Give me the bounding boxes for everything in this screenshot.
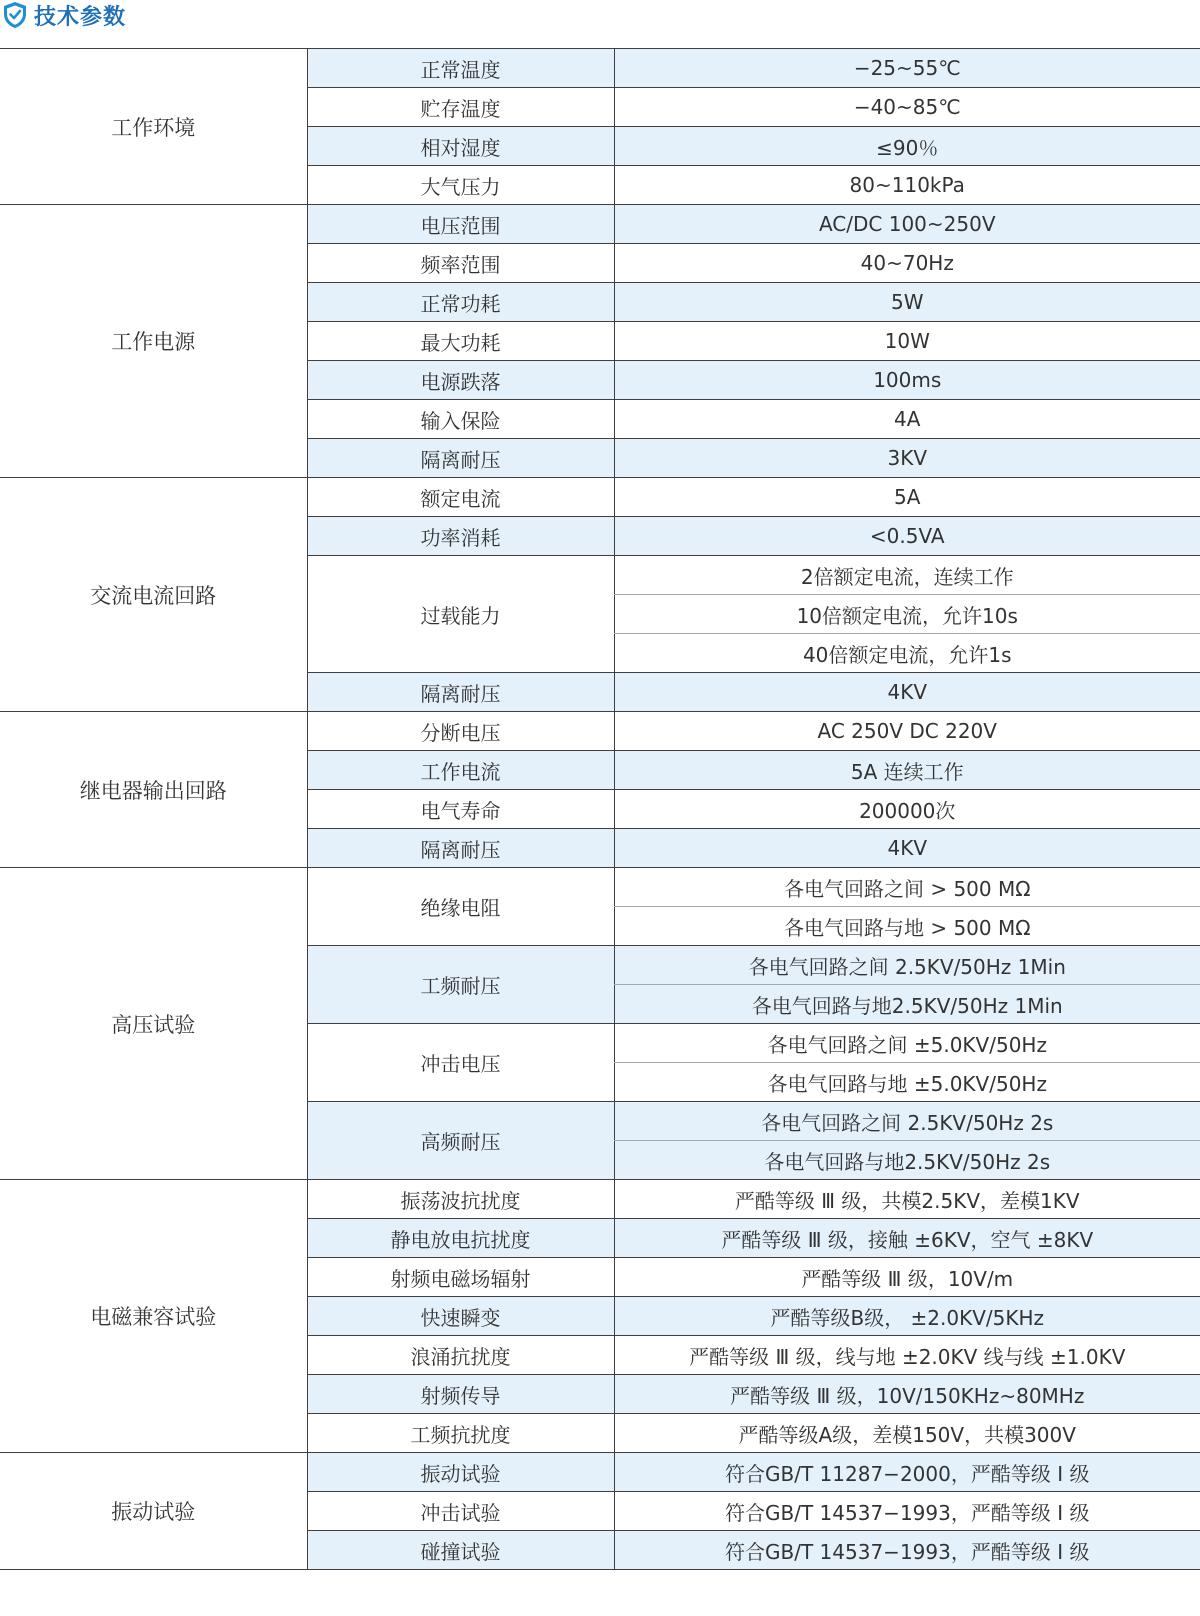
param-value: 4A	[614, 400, 1200, 439]
param-name: 工频耐压	[307, 946, 614, 1024]
param-value: 各电气回路与地 > 500 MΩ	[614, 907, 1200, 946]
param-value: 符合GB/T 11287−2000，严酷等级 Ⅰ 级	[614, 1453, 1200, 1492]
param-value: 各电气回路与地 ±5.0KV/50Hz	[614, 1063, 1200, 1102]
group-label: 高压试验	[0, 868, 307, 1180]
param-name: 射频传导	[307, 1375, 614, 1414]
param-value: 严酷等级A级，差模150V，共模300V	[614, 1414, 1200, 1453]
param-value: 100ms	[614, 361, 1200, 400]
param-value: 各电气回路之间 ±5.0KV/50Hz	[614, 1024, 1200, 1063]
spec-table-body	[0, 49, 1200, 1570]
param-value: 各电气回路与地2.5KV/50Hz 2s	[614, 1141, 1200, 1180]
param-name: 分断电压	[307, 712, 614, 751]
param-value: 4KV	[614, 829, 1200, 868]
param-name: 工作电流	[307, 751, 614, 790]
param-name: 大气压力	[307, 166, 614, 205]
page-title: 技术参数	[34, 4, 127, 30]
param-value: 各电气回路之间 > 500 MΩ	[614, 868, 1200, 907]
param-value: 符合GB/T 14537−1993，严酷等级 Ⅰ 级	[614, 1531, 1200, 1570]
group-label: 电磁兼容试验	[0, 1180, 307, 1453]
param-value: 严酷等级 Ⅲ 级，10V/150KHz~80MHz	[614, 1375, 1200, 1414]
param-name: 浪涌抗扰度	[307, 1336, 614, 1375]
param-name: 工频抗扰度	[307, 1414, 614, 1453]
table-row	[0, 205, 1200, 244]
param-name: 过载能力	[307, 556, 614, 673]
param-name: 快速瞬变	[307, 1297, 614, 1336]
param-name: 频率范围	[307, 244, 614, 283]
param-value: 40倍额定电流，允许1s	[614, 634, 1200, 673]
param-name: 冲击电压	[307, 1024, 614, 1102]
param-name: 正常温度	[307, 49, 614, 88]
param-name: 射频电磁场辐射	[307, 1258, 614, 1297]
param-name: 功率消耗	[307, 517, 614, 556]
table-row	[0, 1453, 1200, 1492]
param-value: 40~70Hz	[614, 244, 1200, 283]
param-value: 严酷等级 Ⅲ 级，共模2.5KV，差模1KV	[614, 1180, 1200, 1219]
param-name: 贮存温度	[307, 88, 614, 127]
param-name: 冲击试验	[307, 1492, 614, 1531]
param-name: 隔离耐压	[307, 439, 614, 478]
section-header	[0, 0, 126, 30]
param-value: 各电气回路与地2.5KV/50Hz 1Min	[614, 985, 1200, 1024]
param-name: 电气寿命	[307, 790, 614, 829]
param-name: 高频耐压	[307, 1102, 614, 1180]
param-value: <0.5VA	[614, 517, 1200, 556]
param-name: 正常功耗	[307, 283, 614, 322]
param-value: −40~85℃	[614, 88, 1200, 127]
param-value: −25~55℃	[614, 49, 1200, 88]
group-label: 工作电源	[0, 205, 307, 478]
param-name: 电源跌落	[307, 361, 614, 400]
shield-check-icon	[2, 1, 28, 29]
table-row	[0, 49, 1200, 88]
param-value: 严酷等级 Ⅲ 级，10V/m	[614, 1258, 1200, 1297]
param-name: 额定电流	[307, 478, 614, 517]
param-value: 10W	[614, 322, 1200, 361]
param-value: 各电气回路之间 2.5KV/50Hz 1Min	[614, 946, 1200, 985]
group-label: 振动试验	[0, 1453, 307, 1570]
param-name: 最大功耗	[307, 322, 614, 361]
param-name: 输入保险	[307, 400, 614, 439]
group-label: 继电器输出回路	[0, 712, 307, 868]
param-value: 10倍额定电流，允许10s	[614, 595, 1200, 634]
param-value: 各电气回路之间 2.5KV/50Hz 2s	[614, 1102, 1200, 1141]
param-value: 5A 连续工作	[614, 751, 1200, 790]
param-name: 隔离耐压	[307, 829, 614, 868]
param-value: 严酷等级 Ⅲ 级，接触 ±6KV，空气 ±8KV	[614, 1219, 1200, 1258]
param-value: 符合GB/T 14537−1993，严酷等级 Ⅰ 级	[614, 1492, 1200, 1531]
param-value: 200000次	[614, 790, 1200, 829]
param-value: 5W	[614, 283, 1200, 322]
param-name: 绝缘电阻	[307, 868, 614, 946]
spec-table	[0, 48, 1200, 1570]
table-row	[0, 1180, 1200, 1219]
param-value: 80~110kPa	[614, 166, 1200, 205]
param-name: 隔离耐压	[307, 673, 614, 712]
group-label: 交流电流回路	[0, 478, 307, 712]
param-value: AC/DC 100~250V	[614, 205, 1200, 244]
param-name: 振荡波抗扰度	[307, 1180, 614, 1219]
param-value: ≤90％	[614, 127, 1200, 166]
param-value: 3KV	[614, 439, 1200, 478]
param-value: 4KV	[614, 673, 1200, 712]
table-row	[0, 712, 1200, 751]
table-row	[0, 478, 1200, 517]
param-name: 振动试验	[307, 1453, 614, 1492]
param-value: 严酷等级B级， ±2.0KV/5KHz	[614, 1297, 1200, 1336]
param-name: 相对湿度	[307, 127, 614, 166]
group-label: 工作环境	[0, 49, 307, 205]
param-value: 2倍额定电流，连续工作	[614, 556, 1200, 595]
param-value: 5A	[614, 478, 1200, 517]
param-value: AC 250V DC 220V	[614, 712, 1200, 751]
param-value: 严酷等级 Ⅲ 级，线与地 ±2.0KV 线与线 ±1.0KV	[614, 1336, 1200, 1375]
param-name: 电压范围	[307, 205, 614, 244]
param-name: 碰撞试验	[307, 1531, 614, 1570]
table-row	[0, 868, 1200, 907]
param-name: 静电放电抗扰度	[307, 1219, 614, 1258]
